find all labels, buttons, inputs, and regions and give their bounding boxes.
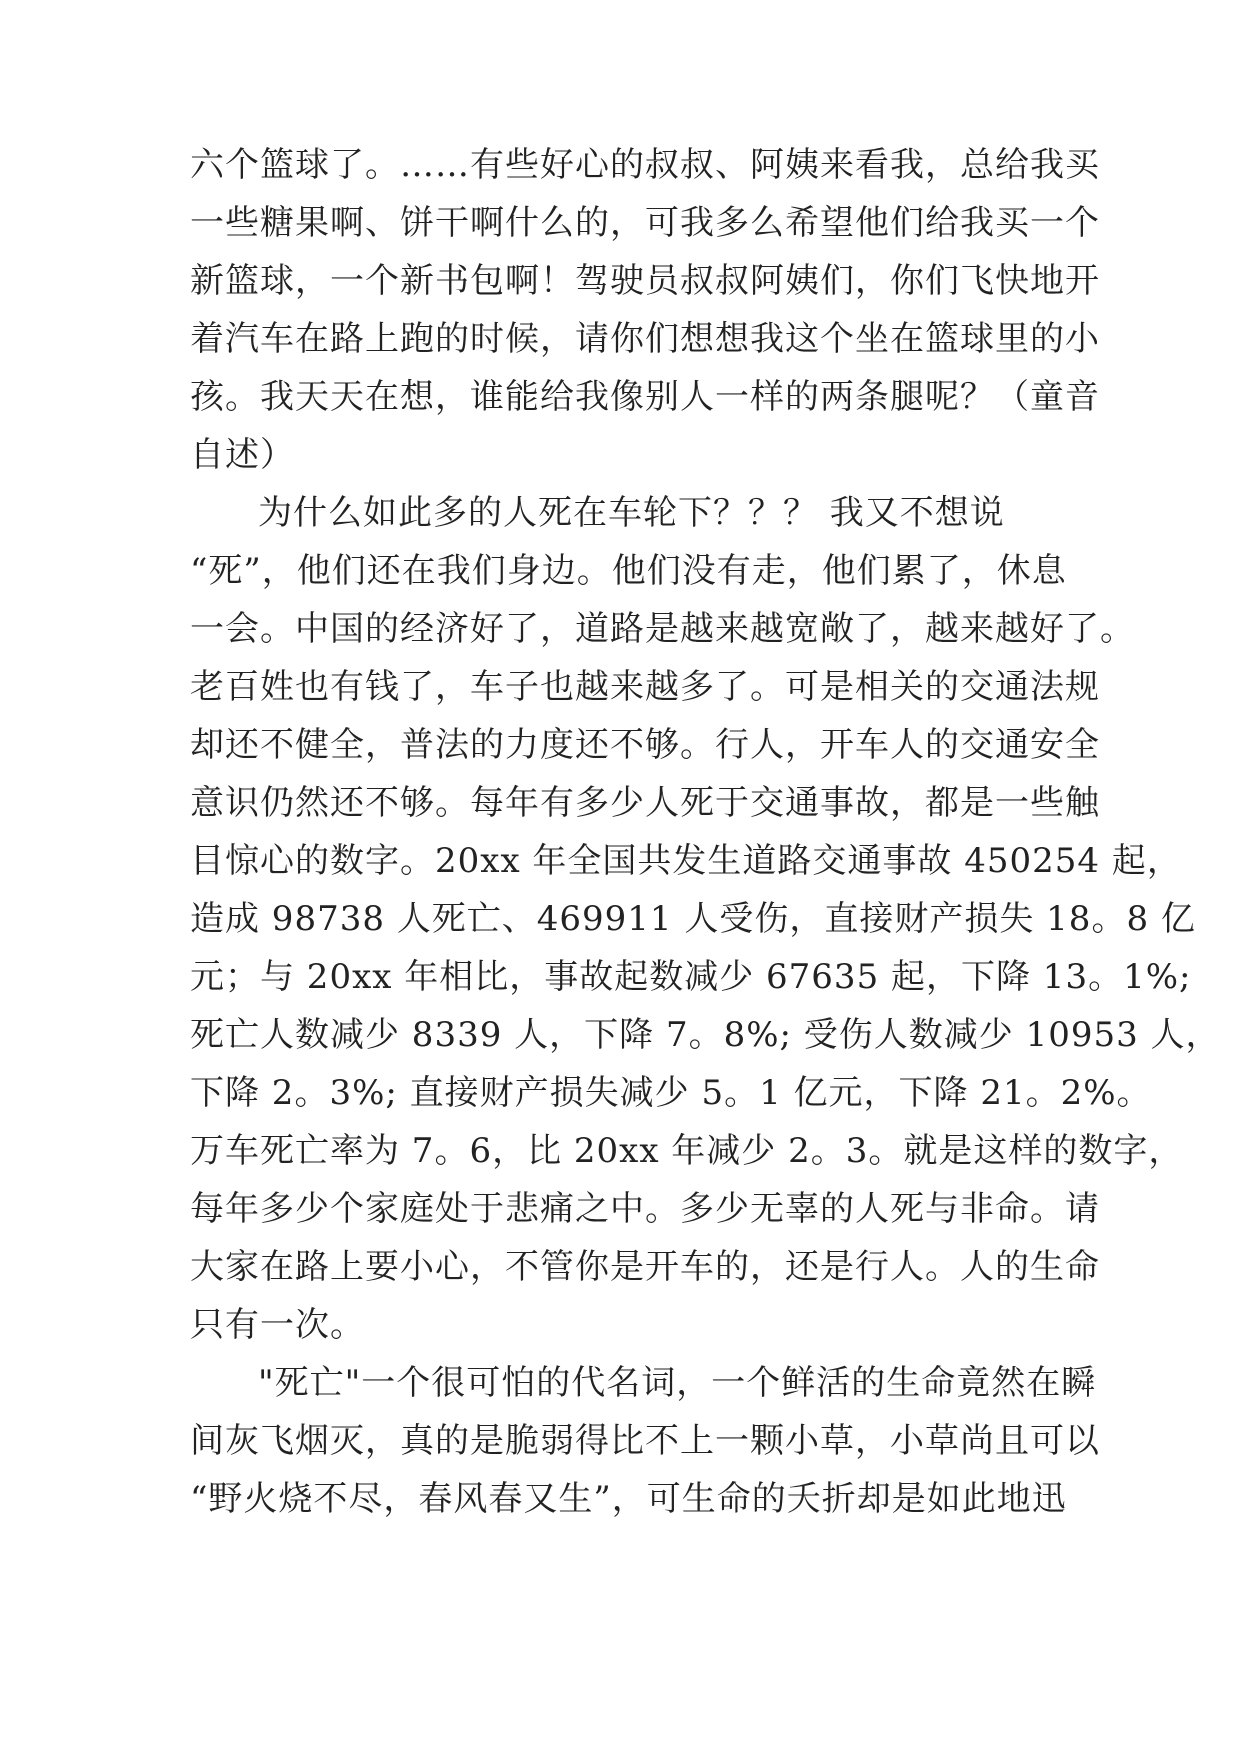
- text-line: 元；与 20xx 年相比，事故起数减少 67635 起，下降 13。1%;: [190, 957, 1192, 997]
- text-line: 造成 98738 人死亡、469911 人受伤，直接财产损失 18。8 亿: [190, 899, 1196, 939]
- text-line: 六个篮球了。……有些好心的叔叔、阿姨来看我，总给我买: [190, 145, 1100, 185]
- paragraph-3: [190, 1354, 1100, 1528]
- text-line: 万车死亡率为 7。6，比 20xx 年减少 2。3。就是这样的数字，: [190, 1131, 1184, 1171]
- text-line: 着汽车在路上跑的时候，请你们想想我这个坐在篮球里的小: [190, 319, 1100, 359]
- text-line: 一些糖果啊、饼干啊什么的，可我多么希望他们给我买一个: [190, 203, 1100, 243]
- text-line: “死”，他们还在我们身边。他们没有走，他们累了，休息: [190, 551, 1067, 591]
- paragraph-2: [190, 484, 1221, 1354]
- text-line: 意识仍然还不够。每年有多少人死于交通事故，都是一些触: [190, 783, 1100, 823]
- text-line: “野火烧不尽，春风春又生”，可生命的夭折却是如此地迅: [190, 1479, 1067, 1519]
- text-line: 间灰飞烟灭，真的是脆弱得比不上一颗小草，小草尚且可以: [190, 1421, 1100, 1461]
- text-line: 目惊心的数字。20xx 年全国共发生道路交通事故 450254 起，: [190, 841, 1182, 881]
- text-line-indented: "死亡"一个很可怕的代名词，一个鲜活的生命竟然在瞬: [258, 1363, 1097, 1403]
- text-line: 死亡人数减少 8339 人，下降 7。8%; 受伤人数减少 10953 人，: [190, 1015, 1221, 1055]
- text-line: 却还不健全，普法的力度还不够。行人，开车人的交通安全: [190, 725, 1100, 765]
- text-line: 孩。我天天在想，谁能给我像别人一样的两条腿呢？（童音: [190, 377, 1100, 417]
- document-body: [190, 136, 1221, 1528]
- paragraph-1: [190, 136, 1100, 484]
- text-line: 老百姓也有钱了，车子也越来越多了。可是相关的交通法规: [190, 667, 1100, 707]
- text-line: 下降 2。3%; 直接财产损失减少 5。1 亿元，下降 21。2%。: [190, 1073, 1152, 1113]
- text-line: 每年多少个家庭处于悲痛之中。多少无辜的人死与非命。请: [190, 1189, 1100, 1229]
- text-line: 新篮球，一个新书包啊！驾驶员叔叔阿姨们，你们飞快地开: [190, 261, 1100, 301]
- text-line: 大家在路上要小心，不管你是开车的，还是行人。人的生命: [190, 1247, 1100, 1287]
- text-line-indented: 为什么如此多的人死在车轮下？？？ 我又不想说: [258, 493, 1005, 533]
- text-line: 只有一次。: [190, 1305, 365, 1345]
- text-line: 一会。中国的经济好了，道路是越来越宽敞了，越来越好了。: [190, 609, 1135, 649]
- text-line: 自述）: [190, 435, 295, 475]
